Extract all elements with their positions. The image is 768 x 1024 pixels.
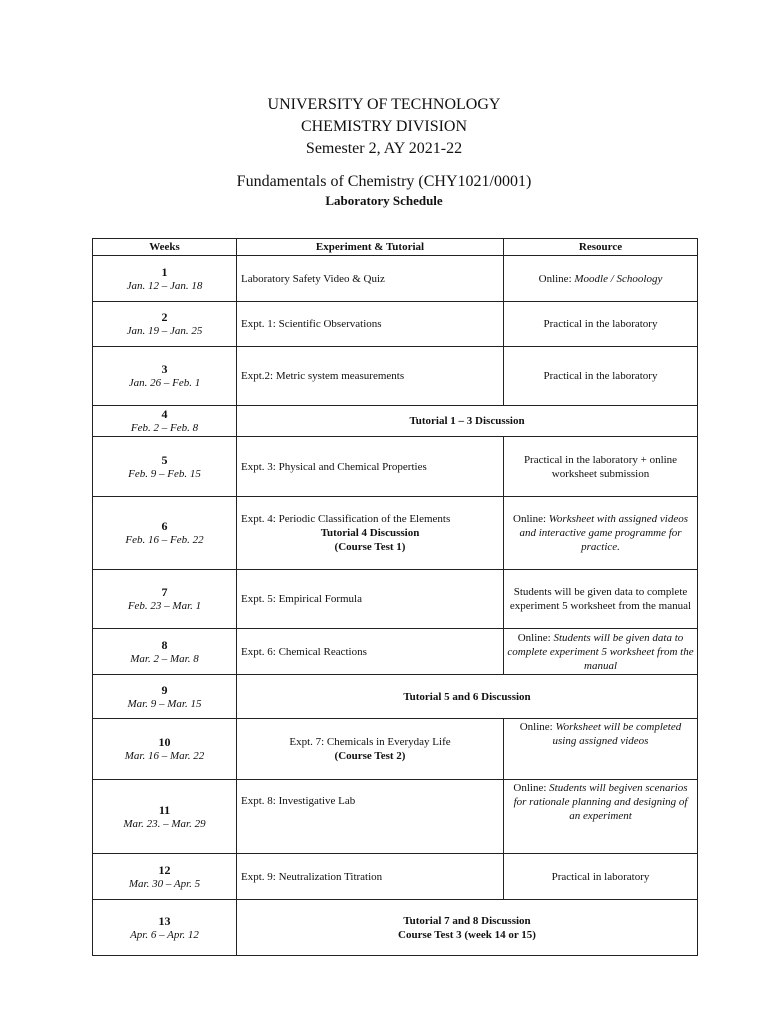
week-cell (93, 256, 237, 302)
resource-italic: Worksheet with assigned videos and interactive game programme for practice. (519, 513, 688, 553)
week-dates: Feb. 16 – Feb. 22 (125, 534, 204, 546)
column-header-experiment: Experiment & Tutorial (237, 239, 504, 256)
week-cell (93, 719, 237, 780)
tutorial-text: Tutorial 7 and 8 Discussion (403, 914, 531, 927)
resource-cell (504, 780, 698, 854)
resource-cell (504, 719, 698, 780)
university-name: UNIVERSITY OF TECHNOLOGY (267, 96, 501, 113)
table-row (93, 570, 698, 629)
week-cell (93, 347, 237, 406)
week-dates: Mar. 9 – Mar. 15 (127, 697, 202, 710)
week-dates: Jan. 26 – Feb. 1 (128, 377, 201, 389)
semester-label: Semester 2, AY 2021-22 (305, 140, 463, 157)
tutorial-cell: Tutorial 1 – 3 Discussion (237, 406, 698, 437)
resource-prefix: Online: (519, 721, 556, 733)
experiment-text: Expt. 4: Periodic Classification of the Elements (241, 513, 451, 525)
week-number: 7 (161, 585, 168, 599)
week-number: 4 (161, 407, 168, 421)
resource-cell: Practical in the laboratory + online worksheet submission (504, 437, 698, 497)
week-cell (93, 570, 237, 629)
table-header-row (93, 239, 698, 256)
week-number: 9 (161, 682, 168, 697)
week-cell (93, 406, 237, 437)
table-row (93, 854, 698, 900)
resource-prefix: Online: (513, 782, 550, 794)
week-number: 10 (158, 735, 171, 749)
column-header-resource: Resource (504, 239, 698, 256)
tutorial-cell (237, 900, 698, 956)
resource-italic: Worksheet will be completed using assigned videos (552, 721, 682, 747)
table-row (93, 497, 698, 570)
week-number: 5 (161, 452, 168, 467)
week-number: 12 (158, 862, 171, 877)
week-number: 6 (161, 519, 168, 533)
week-cell (93, 780, 237, 854)
experiment-cell: Expt. 5: Empirical Formula (237, 570, 504, 629)
resource-cell: Students will be given data to complete experiment 5 worksheet from the manual (504, 570, 698, 629)
resource-prefix: Online: (513, 513, 549, 525)
resource-cell: Practical in the laboratory (504, 347, 698, 406)
week-number: 3 (161, 362, 168, 376)
week-dates: Apr. 6 – Apr. 12 (130, 928, 199, 941)
experiment-cell: Expt. 6: Chemical Reactions (237, 629, 504, 675)
week-dates: Mar. 30 – Apr. 5 (128, 877, 201, 890)
course-title: Fundamentals of Chemistry (CHY1021/0001) (236, 173, 532, 190)
table-row (93, 719, 698, 780)
week-cell (93, 629, 237, 675)
week-dates: Mar. 16 – Mar. 22 (124, 750, 205, 762)
resource-prefix: Online: (538, 272, 575, 285)
week-dates: Mar. 2 – Mar. 8 (130, 652, 199, 665)
table-row (93, 256, 698, 302)
table-row (93, 629, 698, 675)
table-row (93, 437, 698, 497)
schedule-title: Laboratory Schedule (325, 193, 443, 208)
table-row (93, 302, 698, 347)
week-dates: Feb. 23 – Mar. 1 (127, 600, 202, 612)
week-dates: Mar. 23. – Mar. 29 (123, 817, 206, 830)
week-dates: Feb. 2 – Feb. 8 (130, 422, 199, 434)
week-dates: Jan. 12 – Jan. 18 (126, 279, 203, 292)
resource-italic: Students will begiven scenarios for rationale planning and designing of an experiment (513, 782, 688, 822)
experiment-cell (237, 719, 504, 780)
division-name: CHEMISTRY DIVISION (300, 118, 468, 135)
table-row (93, 780, 698, 854)
week-cell (93, 675, 237, 719)
table-row (93, 406, 698, 437)
experiment-cell: Expt. 9: Neutralization Titration (237, 854, 504, 900)
week-dates: Feb. 9 – Feb. 15 (128, 467, 201, 480)
resource-italic: Moodle / Schoology (574, 272, 663, 285)
week-number: 13 (158, 913, 171, 928)
week-cell (93, 900, 237, 956)
course-test-note: Course Test 3 (week 14 or 15) (398, 928, 536, 941)
week-dates: Jan. 19 – Jan. 25 (126, 325, 203, 337)
course-test-note: (Course Test 1) (334, 541, 406, 553)
column-header-weeks: Weeks (93, 239, 237, 256)
experiment-cell: Expt. 3: Physical and Chemical Properties (237, 437, 504, 497)
experiment-cell: Expt. 8: Investigative Lab (237, 780, 504, 854)
week-number: 2 (161, 310, 168, 324)
resource-cell (504, 629, 698, 675)
week-cell (93, 302, 237, 347)
resource-cell: Practical in laboratory (504, 854, 698, 900)
resource-italic: Students will be given data to complete experiment 5 worksheet from the manual (507, 631, 694, 672)
week-cell (93, 854, 237, 900)
resource-cell (504, 256, 698, 302)
experiment-text: Expt. 7: Chemicals in Everyday Life (289, 736, 451, 748)
tutorial-note: Tutorial 4 Discussion (320, 527, 420, 539)
week-cell (93, 497, 237, 570)
experiment-cell (237, 497, 504, 570)
resource-cell: Practical in the laboratory (504, 302, 698, 347)
course-test-note: (Course Test 2) (334, 750, 406, 762)
document-header (0, 94, 768, 210)
schedule-table (92, 238, 698, 956)
week-number: 8 (161, 637, 168, 652)
week-number: 1 (161, 264, 168, 279)
table-row (93, 675, 698, 719)
resource-prefix: Online: (517, 631, 554, 644)
experiment-cell: Expt. 1: Scientific Observations (237, 302, 504, 347)
experiment-cell: Expt.2: Metric system measurements (237, 347, 504, 406)
resource-cell (504, 497, 698, 570)
table-row (93, 347, 698, 406)
table-row (93, 900, 698, 956)
week-number: 11 (158, 802, 171, 817)
week-cell (93, 437, 237, 497)
tutorial-cell: Tutorial 5 and 6 Discussion (237, 675, 698, 719)
experiment-cell: Laboratory Safety Video & Quiz (237, 256, 504, 302)
